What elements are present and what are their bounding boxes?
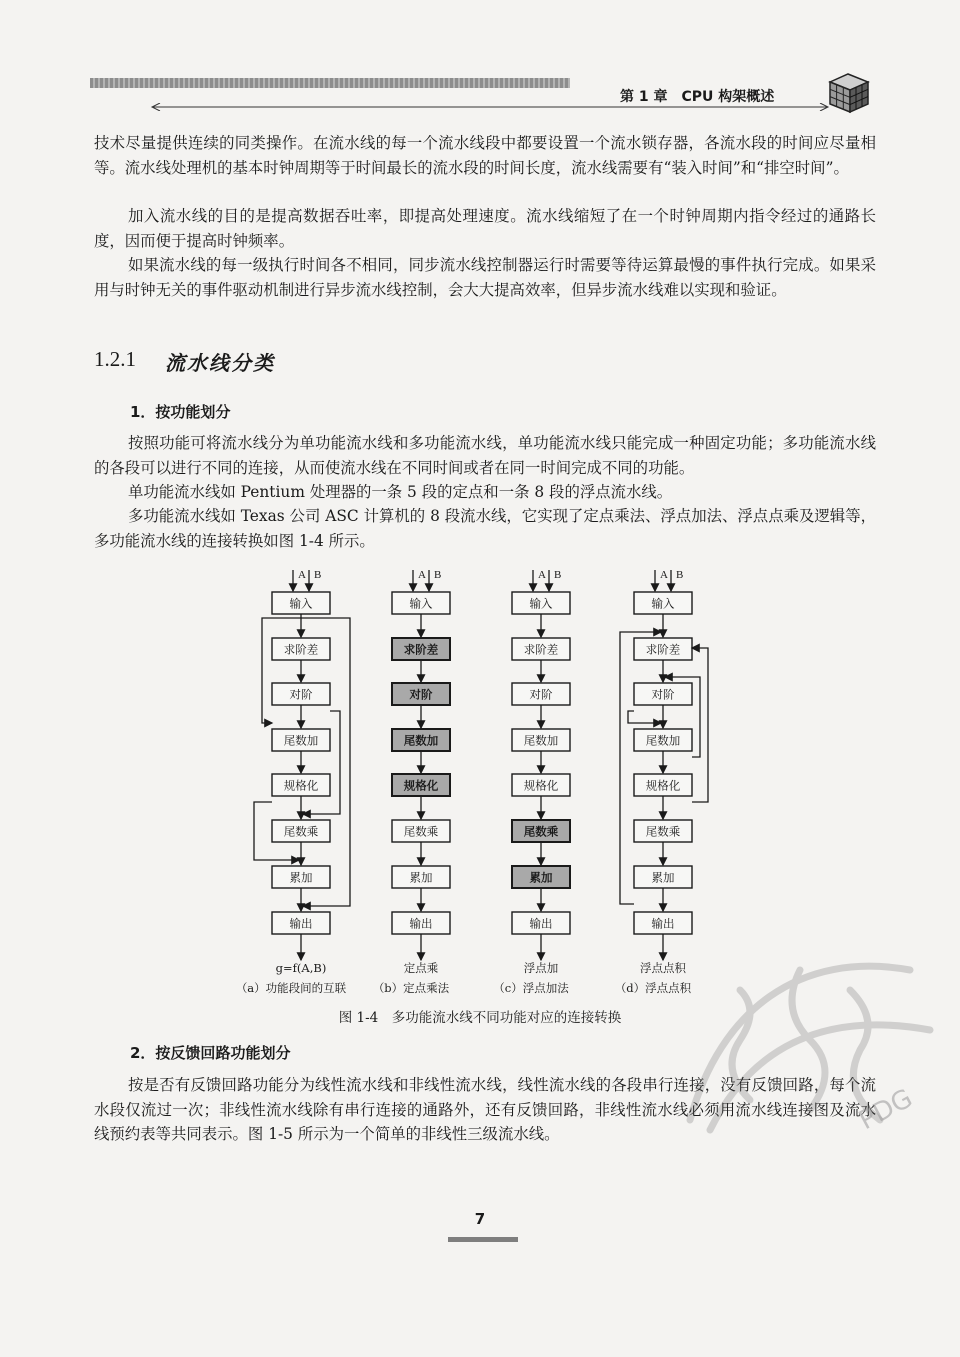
subfigure-caption: （c）浮点加法 [493,981,569,995]
paragraph-pipeline-purpose: 加入流水线的目的是提高数据吞吐率，即提高处理速度。流水线缩短了在一个时钟周期内指令经过的通路长度，因而便于提高时钟频率。 [94,207,876,250]
stage-label: 尾数加 [523,733,559,748]
bypass-path [303,711,340,814]
subfigure-caption: （a）功能段间的互联 [235,981,347,995]
paragraph-multi-function: 多功能流水线如 Texas 公司 ASC 计算机的 8 段流水线，它实现了定点乘法、浮点加法、浮点点乘及逻辑等，多功能流水线的连接转换如图 1-4 所示。 [94,507,876,550]
stage-label: 输入 [289,596,313,611]
input-label: B [554,569,562,581]
stage-label: 求阶差 [403,642,439,657]
section-title: 流水线分类 [165,351,275,375]
figure-caption: 图 1-4 多功能流水线不同功能对应的连接转换 [338,1010,622,1026]
paragraph-async-pipeline: 如果流水线的每一级执行时间各不相同，同步流水线控制器运行时需要等待运算最慢的事件执行完成。如果采用与时钟无关的事件驱动机制进行异步流水线控制，会大大提高效率，但异步流水线难以实现和验证。 [94,256,876,299]
paragraph-single-function: 单功能流水线如 Pentium 处理器的一条 5 段的定点和一条 8 段的浮点流水线。 [128,483,673,501]
chapter-label: 第 1 章 [620,89,668,105]
bypass-path [628,711,661,723]
paragraph-function-classes: 按照功能可将流水线分为单功能流水线和多功能流水线，单功能流水线只能完成一种固定功能；多功能流水线的各段可以进行不同的连接，从而使流水线在不同时间或者在同一时间完成不同的功能。 [94,434,876,477]
stage-label: 输入 [651,596,675,611]
stage-label: 对阶 [289,687,313,702]
input-label: A [418,569,426,581]
stage-label: 尾数乘 [283,824,319,839]
pdg-stamp-text: PDG [854,1083,918,1137]
stage-label: 输出 [529,916,553,931]
stage-label: 累加 [409,870,433,885]
stage-label: 规格化 [403,778,439,793]
stage-label: 累加 [289,870,313,885]
stage-label: 规格化 [645,778,681,793]
stage-label: 输入 [529,596,553,611]
header-decor-bar [90,78,570,88]
input-label: B [676,569,684,581]
header-rule [150,103,830,111]
input-label: B [434,569,442,581]
stage-label: 尾数加 [403,733,439,748]
stage-label: 输出 [289,916,313,931]
stage-label: 累加 [529,870,553,885]
stage-label: 尾数乘 [403,824,439,839]
section-number: 1.2.1 [94,347,136,371]
input-label: B [314,569,322,581]
stage-label: 尾数乘 [645,824,681,839]
stage-label: 输出 [651,916,675,931]
stage-label: 输出 [409,916,433,931]
paragraph-linear-nonlinear: 按是否有反馈回路功能分为线性流水线和非线性流水线，线性流水线的各段串行连接，没有反馈回路，每个流水段仅流过一次；非线性流水线除有串行连接的通路外，还有反馈回路，非线性流水线必须用流水线连接图及流水线预约表等共同表示。图 1-5 所示为一个简单的非线性三级流水线。 [94,1076,876,1143]
stage-label: 尾数乘 [523,824,559,839]
stage-label: 对阶 [409,687,433,702]
stage-label: 尾数加 [645,733,681,748]
result-label: 浮点点积 [640,961,686,975]
result-label: 定点乘 [403,961,439,975]
cube-logo-icon [826,70,872,114]
result-label: 浮点加 [523,961,559,975]
stage-label: 求阶差 [523,642,559,657]
input-label: A [660,569,668,581]
stage-label: 规格化 [523,778,559,793]
paragraph-pipeline-latch: 技术尽量提供连续的同类操作。在流水线的每一个流水线段中都要设置一个流水锁存器，各流水段的时间应尽量相等。流水线处理机的基本时钟周期等于时间最长的流水段的时间长度，流水线需要有“装入时间”和“排空时间”。 [94,134,876,177]
stage-label: 规格化 [283,778,319,793]
stage-label: 求阶差 [645,642,681,657]
input-label: A [538,569,546,581]
stage-label: 输入 [409,596,433,611]
subfigure-caption: （b）定点乘法 [372,981,450,995]
subheading-by-feedback: 2．按反馈回路功能划分 [130,1044,291,1062]
subheading-by-function: 1．按功能划分 [130,403,231,421]
feedback-path [620,632,661,904]
page-number: 7 [474,1210,486,1228]
subfigure-caption: （d）浮点点积 [614,981,692,995]
stage-label: 求阶差 [283,642,319,657]
stage-label: 对阶 [651,687,675,702]
stage-label: 对阶 [529,687,553,702]
stage-label: 累加 [651,870,675,885]
chapter-title: CPU 构架概述 [681,89,775,105]
page-number-rule [448,1237,518,1242]
result-label: g=f(A,B) [275,961,327,975]
input-label: A [298,569,306,581]
bypass-path [301,618,350,906]
stage-label: 尾数加 [283,733,319,748]
pdg-stamp-watermark [650,930,950,1170]
bypass-path [262,618,301,723]
